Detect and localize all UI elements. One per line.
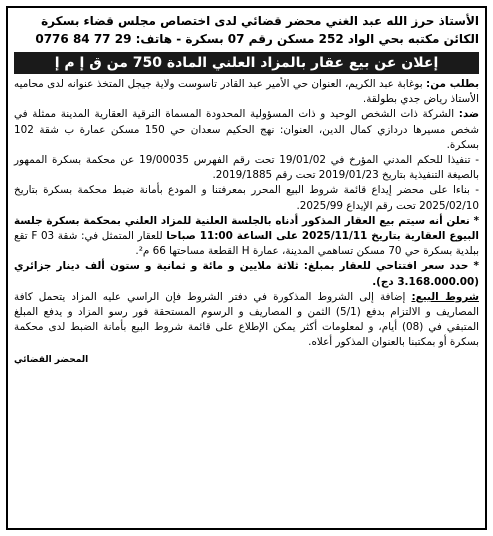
conditions-text: إضافة إلى الشروط المذكورة في دفتر الشروط فإن الراسي عليه المزاد يتحمل كافة المصاريف و الالتزام بدفع (5/1) الثمن و المصاريف و الرسوم المستحقة فور رسو المزاد و يدفع المبلغ المتبقي في (08) أيام، و لمعلومات أكثر يمكن الإطلاع على قائمة شروط البيع بأمانة الضبط لدى محكمة بسكرة أو بمكتبنا بالعنوان المذكور أعلاه.	[14, 290, 479, 349]
session-announcement: * نعلن أنه سيتم بيع العقار المذكور أدناه بالجلسة العلنية للمزاد العلني بمحكمة بسكرة جلسة البيوع العقارية بتاريخ 2025/11/11 على الساعة 11:00 صباحا	[14, 214, 479, 243]
bailiff-header	[14, 12, 479, 48]
deposit-paragraph: - بناءا على محضر إيداع قائمة شروط البيع المحرر بمعرفتنا و المودع بأمانة ضبط محكمة بسكرة بتاريخ 2025/02/10 تحت رقم الإيداع 2025/99.	[14, 184, 479, 212]
plaintiff-text: بوغابة عبد الكريم، العنوان حي الأمير عبد القادر تاسوست ولاية جيجل المتخذ عنوانه لدى محاميه الأستاذ رياض جدي بطولقة.	[14, 78, 479, 106]
defendant-paragraph	[14, 107, 479, 153]
opening-price: * حدد سعر افتتاحي للعقار بمبلغ: ثلاثة ملايين و مائة و ثمانية و ستون ألف دينار جزائري (3.168.000.00 دج).	[14, 260, 479, 288]
defendant-text: الشركة ذات الشخص الوحيد و ذات المسؤولية المحدودة المسماة الترقية العقارية المدينة ممثلة في شخص مسيرها دردازي كمال الدين، العنوان: نهج الحكيم سعدان حي 150 مسكن عمارة ب شقة 102 بسكرة.	[14, 108, 479, 151]
notice-title-banner: إعلان عن بيع عقار بالمزاد العلني المادة 750 من ق إ م إ	[14, 52, 479, 74]
session-paragraph	[14, 214, 479, 260]
legal-notice	[6, 6, 487, 530]
bailiff-signature: المحضر القضائي	[14, 354, 89, 365]
plaintiff-label: بطلب من:	[426, 78, 479, 90]
conditions-label: شروط البيع:	[411, 290, 479, 303]
bailiff-name-line: الأستاذ حرز الله عبد الغني محضر قضائي لدى اختصاص مجلس قضاء بسكرة	[41, 14, 479, 28]
defendant-label: ضد:	[458, 108, 479, 121]
conditions-paragraph	[14, 290, 479, 351]
bailiff-address-line: الكائن مكتبه بحي الواد 252 مسكن رقم 07 بسكرة - هاتف: 29 77 84 0776	[35, 32, 479, 46]
notice-body	[14, 77, 479, 365]
plaintiff-paragraph	[14, 77, 479, 107]
property-description: للعقار المتمثل في: شقة 03 F تقع ببلدية بسكرة حي 70 مسكن تساهمي المدينة، عمارة H القطعة مساحتها 66 م².	[14, 230, 479, 258]
execution-paragraph: - تنفيذا للحكم المدني المؤرخ في 19/01/02 تحت رقم الفهرس 19/00035 عن محكمة بسكرة الممهور بالصيغة التنفيذية بتاريخ 2019/01/23 تحت رقم 2019/1885.	[14, 154, 479, 182]
